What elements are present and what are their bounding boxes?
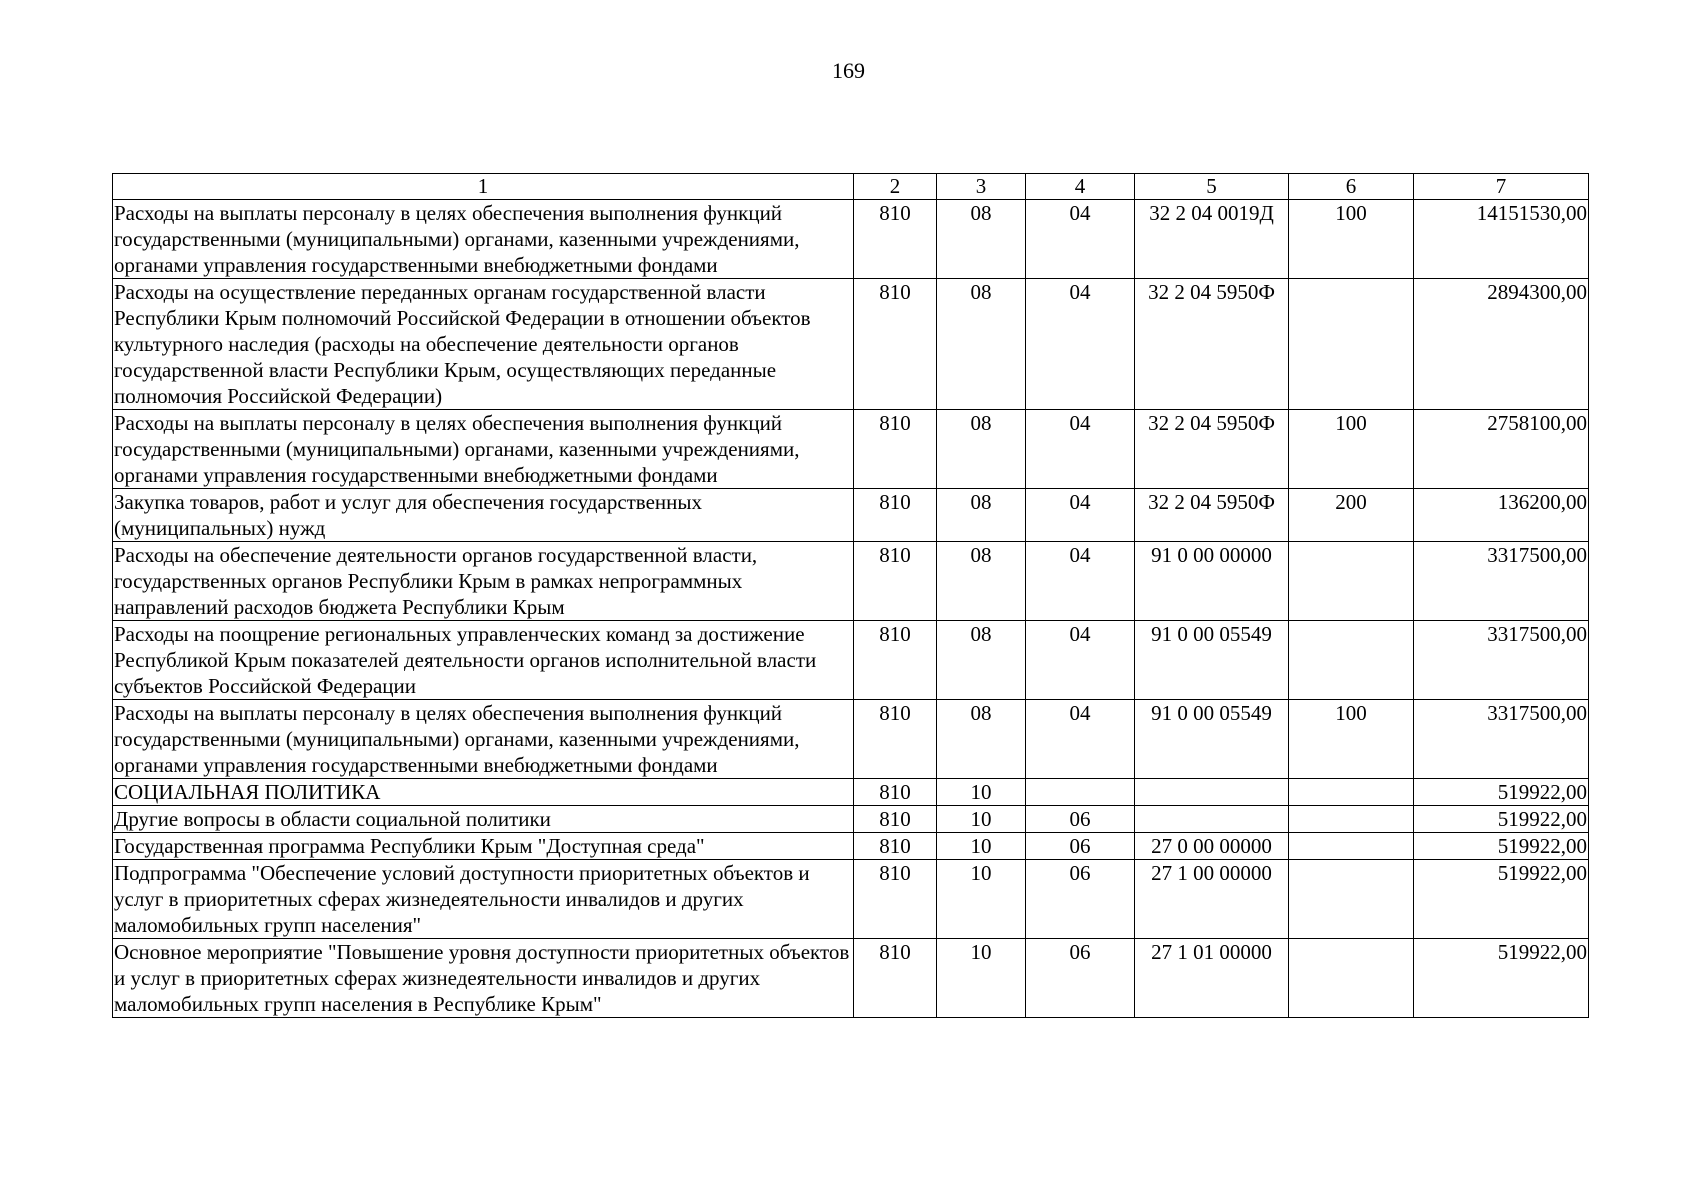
row-name: Расходы на обеспечение деятельности органов государственной власти, государственных органов Республики Крым в рамках непрограммных направлений расходов бюджета Республики Крым	[113, 542, 854, 621]
row-col2: 810	[854, 779, 937, 806]
row-col5: 32 2 04 5950Ф	[1135, 410, 1289, 489]
column-header-5: 5	[1135, 174, 1289, 200]
column-header-2: 2	[854, 174, 937, 200]
row-col4: 04	[1026, 621, 1135, 700]
row-col2: 810	[854, 200, 937, 279]
row-name: Закупка товаров, работ и услуг для обеспечения государственных (муниципальных) нужд	[113, 489, 854, 542]
column-header-1: 1	[113, 174, 854, 200]
column-header-7: 7	[1414, 174, 1589, 200]
row-col4	[1026, 779, 1135, 806]
column-header-6: 6	[1289, 174, 1414, 200]
row-col3: 10	[937, 860, 1026, 939]
row-col3: 10	[937, 806, 1026, 833]
row-col6: 100	[1289, 700, 1414, 779]
table-row	[113, 489, 1589, 542]
row-col5	[1135, 806, 1289, 833]
row-amount: 519922,00	[1414, 833, 1589, 860]
row-amount: 519922,00	[1414, 779, 1589, 806]
row-col2: 810	[854, 939, 937, 1018]
table-row	[113, 806, 1589, 833]
row-name: Основное мероприятие "Повышение уровня доступности приоритетных объектов и услуг в приоритетных сферах жизнедеятельности инвалидов и других маломобильных групп населения в Республике Крым"	[113, 939, 854, 1018]
row-col4: 04	[1026, 279, 1135, 410]
row-col2: 810	[854, 860, 937, 939]
table-row	[113, 939, 1589, 1018]
row-name: Государственная программа Республики Крым "Доступная среда"	[113, 833, 854, 860]
row-amount: 136200,00	[1414, 489, 1589, 542]
row-col2: 810	[854, 700, 937, 779]
row-col4: 04	[1026, 700, 1135, 779]
row-col5: 27 1 01 00000	[1135, 939, 1289, 1018]
row-amount: 2894300,00	[1414, 279, 1589, 410]
row-col4: 04	[1026, 542, 1135, 621]
row-name: Расходы на выплаты персоналу в целях обеспечения выполнения функций государственными (муниципальными) органами, казенными учреждениями, органами управления государственными внебюджетными фондами	[113, 200, 854, 279]
row-name: Расходы на выплаты персоналу в целях обеспечения выполнения функций государственными (муниципальными) органами, казенными учреждениями, органами управления государственными внебюджетными фондами	[113, 700, 854, 779]
row-col3: 08	[937, 200, 1026, 279]
table-body	[113, 200, 1589, 1018]
row-amount: 519922,00	[1414, 939, 1589, 1018]
row-col6	[1289, 939, 1414, 1018]
row-name: Другие вопросы в области социальной политики	[113, 806, 854, 833]
row-name: Расходы на осуществление переданных органам государственной власти Республики Крым полномочий Российской Федерации в отношении объектов культурного наследия (расходы на обеспечение деятельности органов государственной власти Республики Крым, осуществляющих переданные полномочия Российской Федерации)	[113, 279, 854, 410]
row-col4: 06	[1026, 939, 1135, 1018]
page-number: 169	[832, 58, 865, 83]
row-amount: 3317500,00	[1414, 700, 1589, 779]
row-col5: 91 0 00 00000	[1135, 542, 1289, 621]
row-col2: 810	[854, 621, 937, 700]
row-col3: 08	[937, 489, 1026, 542]
row-col6	[1289, 806, 1414, 833]
row-name: Расходы на выплаты персоналу в целях обеспечения выполнения функций государственными (муниципальными) органами, казенными учреждениями, органами управления государственными внебюджетными фондами	[113, 410, 854, 489]
row-col3: 08	[937, 542, 1026, 621]
row-col2: 810	[854, 542, 937, 621]
table-row	[113, 621, 1589, 700]
row-col5: 32 2 04 5950Ф	[1135, 279, 1289, 410]
row-amount: 3317500,00	[1414, 621, 1589, 700]
column-header-3: 3	[937, 174, 1026, 200]
row-col6	[1289, 860, 1414, 939]
row-name: СОЦИАЛЬНАЯ ПОЛИТИКА	[113, 779, 854, 806]
row-col6	[1289, 542, 1414, 621]
row-col6: 100	[1289, 200, 1414, 279]
row-col5: 27 0 00 00000	[1135, 833, 1289, 860]
row-col2: 810	[854, 806, 937, 833]
row-amount: 3317500,00	[1414, 542, 1589, 621]
row-col3: 08	[937, 621, 1026, 700]
row-col3: 08	[937, 410, 1026, 489]
row-col2: 810	[854, 489, 937, 542]
column-header-4: 4	[1026, 174, 1135, 200]
row-col5: 32 2 04 0019Д	[1135, 200, 1289, 279]
row-amount: 14151530,00	[1414, 200, 1589, 279]
row-col2: 810	[854, 279, 937, 410]
row-col4: 04	[1026, 410, 1135, 489]
row-col3: 10	[937, 939, 1026, 1018]
row-col4: 04	[1026, 489, 1135, 542]
row-col3: 08	[937, 700, 1026, 779]
row-col5: 32 2 04 5950Ф	[1135, 489, 1289, 542]
row-col6	[1289, 779, 1414, 806]
row-col6: 100	[1289, 410, 1414, 489]
row-col6	[1289, 279, 1414, 410]
row-col5: 91 0 00 05549	[1135, 700, 1289, 779]
row-col3: 10	[937, 779, 1026, 806]
table-row	[113, 200, 1589, 279]
row-col5: 91 0 00 05549	[1135, 621, 1289, 700]
table-header	[113, 174, 1589, 200]
table-row	[113, 860, 1589, 939]
table-row	[113, 779, 1589, 806]
budget-table	[112, 173, 1589, 1018]
row-col4: 06	[1026, 806, 1135, 833]
row-col3: 10	[937, 833, 1026, 860]
row-col5	[1135, 779, 1289, 806]
table-row	[113, 833, 1589, 860]
row-col4: 06	[1026, 860, 1135, 939]
row-amount: 519922,00	[1414, 860, 1589, 939]
table-row	[113, 700, 1589, 779]
row-col4: 04	[1026, 200, 1135, 279]
row-col2: 810	[854, 410, 937, 489]
table-row	[113, 410, 1589, 489]
row-amount: 519922,00	[1414, 806, 1589, 833]
row-col6	[1289, 833, 1414, 860]
row-col6: 200	[1289, 489, 1414, 542]
row-col3: 08	[937, 279, 1026, 410]
row-col4: 06	[1026, 833, 1135, 860]
row-amount: 2758100,00	[1414, 410, 1589, 489]
header-row	[113, 174, 1589, 200]
table-row	[113, 542, 1589, 621]
row-name: Расходы на поощрение региональных управленческих команд за достижение Республикой Крым показателей деятельности органов исполнительной власти субъектов Российской Федерации	[113, 621, 854, 700]
row-col2: 810	[854, 833, 937, 860]
table-row	[113, 279, 1589, 410]
row-col5: 27 1 00 00000	[1135, 860, 1289, 939]
row-name: Подпрограмма "Обеспечение условий доступности приоритетных объектов и услуг в приоритетных сферах жизнедеятельности инвалидов и других маломобильных групп населения"	[113, 860, 854, 939]
row-col6	[1289, 621, 1414, 700]
